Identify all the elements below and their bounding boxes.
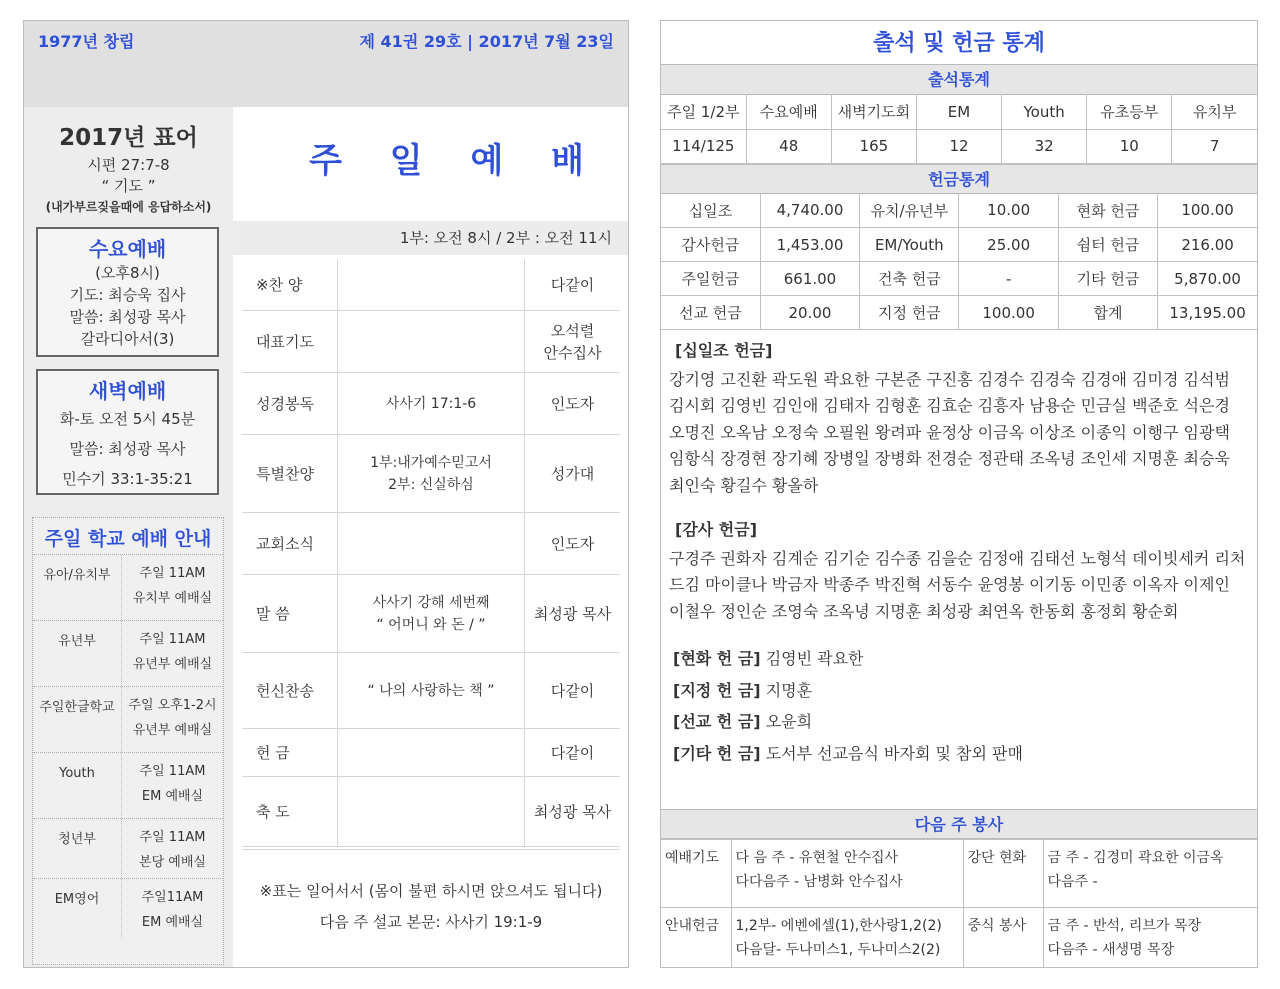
sunday-school-row <box>33 752 223 818</box>
other-gift-names: 지명훈 <box>765 680 813 700</box>
sunday-school-guide <box>32 517 224 965</box>
offering-category: 합계 <box>1058 296 1157 330</box>
order-item: 성경봉독 <box>256 395 314 413</box>
offering-amount: 13,195.00 <box>1158 296 1257 330</box>
wednesday-line: 말씀: 최성광 목사 <box>69 308 186 326</box>
sunday-school-time: 주일 오후1-2시 <box>128 698 217 713</box>
other-gift-line <box>673 706 1249 738</box>
sunday-school-row <box>33 554 223 620</box>
duty-detail: 금 주 - 김경미 곽요한 이금옥 다음주 - <box>1043 840 1257 908</box>
order-item: 특별찬양 <box>256 465 314 483</box>
other-gift-label: [현화 헌 금] <box>673 649 761 668</box>
attendance-header: 유초등부 <box>1087 95 1172 129</box>
offering-amount: 100.00 <box>959 296 1058 330</box>
offering-category: EM/Youth <box>860 228 959 262</box>
duty-label: 안내헌금 <box>661 908 731 969</box>
attendance-header: 유치부 <box>1172 95 1257 129</box>
year-motto <box>24 119 233 215</box>
sunday-school-dept: 청년부 <box>58 832 96 847</box>
sunday-school-row <box>33 620 223 686</box>
order-content <box>337 729 525 776</box>
wednesday-line: 갈라디아서(3) <box>80 330 175 348</box>
order-leader: 다같이 <box>550 275 595 294</box>
other-gift-line <box>673 675 1249 707</box>
other-gift-label: [기타 헌 금] <box>673 743 761 763</box>
dawn-line: 민수기 33:1-35:21 <box>62 470 193 488</box>
offering-row <box>661 194 1257 228</box>
tithe-names: 강기영 고진환 곽도원 곽요한 구본준 구진홍 김경수 김경숙 김경애 김미경 김석범 김시회 김영빈 김인애 김태자 김형훈 김효순 김흥자 남용순 민금실 백준호 석은경 오명진 오옥남 오정숙 오필원 왕려파 윤정상 이금옥 이상조 이종익 이행구 임광택 임항식 장경현 장기혜 장병일 장병화 전경순 정관태 조옥녕 조인세 지명훈 최승욱 최인숙 황길수 황올하 <box>669 369 1230 495</box>
sunday-school-dept: Youth <box>59 766 95 781</box>
offering-category: 현화 헌금 <box>1058 194 1157 228</box>
statistics-page <box>660 20 1258 968</box>
motto-title: 2017년 표어 <box>59 125 198 151</box>
offering-amount: - <box>959 262 1058 296</box>
duty-label: 중식 봉사 <box>963 908 1043 969</box>
attendance-value: 48 <box>746 129 831 163</box>
sunday-school-schedule <box>121 555 223 620</box>
offering-amount: 1,453.00 <box>760 228 859 262</box>
offering-amount: 216.00 <box>1158 228 1257 262</box>
offering-category: 선교 헌금 <box>661 296 760 330</box>
issue-info: 제 41권 29호 | 2017년 7월 23일 <box>359 32 614 51</box>
offering-category: 십일조 <box>661 194 760 228</box>
duty-label: 강단 현화 <box>963 840 1043 908</box>
thanks-header: [감사 헌금] <box>675 520 758 539</box>
sunday-school-schedule <box>121 753 223 818</box>
attendance-header: EM <box>916 95 1001 129</box>
order-leader: 다같이 <box>550 743 595 762</box>
next-week-service <box>661 809 1257 968</box>
order-content: 사사기 강해 세번째 “ 어머니 와 돈 / ” <box>337 575 525 652</box>
offering-row <box>661 296 1257 330</box>
attendance-header: 주일 1/2부 <box>661 95 746 129</box>
duty-detail: 1,2부- 에벤에셀(1),한사랑1,2(2) 다음달- 두나미스1, 두나미스2(2) <box>731 908 963 969</box>
offering-amount: 5,870.00 <box>1158 262 1257 296</box>
sunday-school-schedule <box>121 687 223 752</box>
order-leader: 최성광 목사 <box>533 802 612 821</box>
worship-order-row <box>242 259 620 311</box>
offering-amount: 20.00 <box>760 296 859 330</box>
offering-amount: 100.00 <box>1158 194 1257 228</box>
order-content: 1부:내가예수믿고서 2부: 신실하심 <box>337 435 525 512</box>
dawn-title: 새벽예배 <box>88 379 167 403</box>
sunday-school-place: 유년부 예배실 <box>132 657 213 672</box>
order-item: 말 씀 <box>256 605 290 623</box>
dawn-line: 말씀: 최성광 목사 <box>69 440 186 458</box>
other-gift-names: 도서부 선교음식 바자회 및 참외 판매 <box>765 743 1023 763</box>
order-item: ※찬 양 <box>256 276 303 294</box>
bulletin-header <box>24 21 628 107</box>
order-leader: 인도자 <box>550 534 595 553</box>
offering-category: 건축 헌금 <box>860 262 959 296</box>
offering-amount: 10.00 <box>959 194 1058 228</box>
dawn-service-box <box>36 369 219 495</box>
wednesday-title: 수요예배 <box>88 237 167 261</box>
other-gift-line <box>673 738 1249 770</box>
sunday-school-time: 주일 11AM <box>139 830 206 845</box>
next-week-row <box>661 908 1257 969</box>
offering-amount: 4,740.00 <box>760 194 859 228</box>
worship-order-row <box>242 513 620 575</box>
attendance-table <box>661 95 1257 164</box>
offering-category: 지정 헌금 <box>860 296 959 330</box>
motto-verse: 시편 27:7-8 <box>87 156 170 174</box>
order-item: 헌신찬송 <box>256 682 314 700</box>
attendance-value: 10 <box>1087 129 1172 163</box>
attendance-value: 12 <box>916 129 1001 163</box>
order-content: “ 나의 사랑하는 책 ” <box>337 653 525 728</box>
sunday-school-time: 주일 11AM <box>139 566 206 581</box>
attendance-title: 출석통계 <box>661 65 1257 95</box>
order-content <box>337 777 525 846</box>
sunday-school-row <box>33 818 223 878</box>
next-week-table <box>661 839 1257 968</box>
sidebar <box>24 107 233 968</box>
wednesday-line: (오후8시) <box>95 264 160 282</box>
order-item: 대표기도 <box>256 333 314 351</box>
attendance-header: Youth <box>1002 95 1087 129</box>
sunday-school-row <box>33 686 223 752</box>
sunday-school-dept: 유아/유치부 <box>43 568 111 583</box>
sunday-school-list <box>33 554 223 938</box>
motto-phrase: (내가부르짖을때에 응답하소서) <box>45 200 212 214</box>
offering-category: 감사헌금 <box>661 228 760 262</box>
tithe-header: [십일조 헌금] <box>675 341 773 360</box>
order-item: 헌 금 <box>256 744 290 762</box>
other-gift-line <box>673 643 1249 675</box>
order-content <box>337 311 525 372</box>
sunday-school-place: 유년부 예배실 <box>132 723 213 738</box>
sunday-school-time: 주일 11AM <box>139 764 206 779</box>
other-gift-label: [지정 헌 금] <box>673 680 761 700</box>
order-leader: 인도자 <box>550 394 595 413</box>
order-content <box>337 513 525 574</box>
wednesday-service-box <box>36 227 219 357</box>
sunday-school-schedule <box>121 621 223 686</box>
sunday-school-place: EM 예배실 <box>141 915 204 930</box>
standing-notice: ※표는 일어서서 (몸이 불편 하시면 앉으셔도 됩니다) <box>259 882 603 900</box>
duty-label: 예배기도 <box>661 840 731 908</box>
service-title: 주 일 예 배 <box>309 141 602 181</box>
order-leader: 최성광 목사 <box>533 604 612 623</box>
order-of-worship <box>242 259 620 847</box>
sunday-school-time: 주일11AM <box>141 890 204 905</box>
sunday-school-time: 주일 11AM <box>139 632 206 647</box>
dawn-line: 화-토 오전 5시 45분 <box>59 410 196 428</box>
order-content: 사사기 17:1-6 <box>337 373 525 434</box>
sunday-school-row <box>33 878 223 938</box>
attendance-value: 165 <box>831 129 916 163</box>
statistics-title: 출석 및 헌금 통계 <box>661 21 1257 65</box>
offering-table <box>661 194 1257 331</box>
giving-list <box>661 330 1257 801</box>
offering-category: 기타 헌금 <box>1058 262 1157 296</box>
offering-amount: 25.00 <box>959 228 1058 262</box>
sunday-school-place: 본당 예배실 <box>139 855 206 870</box>
worship-order-row <box>242 435 620 513</box>
next-week-title: 다음 주 봉사 <box>661 809 1257 839</box>
sunday-school-dept: 유년부 <box>58 634 96 649</box>
worship-order-row <box>242 311 620 373</box>
offering-amount: 661.00 <box>760 262 859 296</box>
worship-order-row <box>242 575 620 653</box>
sunday-school-place: 유치부 예배실 <box>132 591 213 606</box>
order-item: 교회소식 <box>256 535 314 553</box>
attendance-value: 7 <box>1172 129 1257 163</box>
attendance-value-row <box>661 129 1257 163</box>
sunday-school-place: EM 예배실 <box>141 789 204 804</box>
sunday-school-dept: EM영어 <box>54 892 100 907</box>
attendance-header-row <box>661 95 1257 129</box>
order-leader: 성가대 <box>550 464 595 483</box>
other-gift-names: 김영빈 곽요한 <box>765 649 864 668</box>
other-gift-names: 오윤희 <box>765 712 813 731</box>
sunday-school-dept: 주일한글학교 <box>39 700 115 715</box>
offering-category: 주일헌금 <box>661 262 760 296</box>
wednesday-line: 기도: 최승욱 집사 <box>69 286 186 304</box>
attendance-header: 새벽기도회 <box>831 95 916 129</box>
order-item: 축 도 <box>256 803 290 821</box>
sunday-school-title: 주일 학교 예배 안내 <box>44 528 212 550</box>
bulletin-cover-page <box>23 20 629 968</box>
motto-quote: “ 기도 ” <box>101 177 156 195</box>
worship-order-row <box>242 729 620 777</box>
order-content <box>337 259 525 310</box>
duty-detail: 다 음 주 - 유현철 안수집사 다다음주 - 남병화 안수집사 <box>731 840 963 908</box>
other-gifts <box>669 643 1249 769</box>
service-title-area <box>233 107 628 221</box>
service-time: 1부: 오전 8시 / 2부 : 오전 11시 <box>233 221 628 255</box>
notice-area <box>242 849 620 965</box>
sunday-school-schedule <box>121 879 223 938</box>
thanks-names: 구경주 권화자 김계순 김기순 김수종 김을순 김정애 김태선 노형석 데이빗세커 리처드김 마이클나 박금자 박종주 박진혁 서동수 윤영봉 이기동 이민종 이옥자 이제인 이철우 정인순 조영숙 조옥녕 지명훈 최성광 최연옥 한동회 홍정회 황순회 <box>669 548 1246 621</box>
offering-title: 헌금통계 <box>661 164 1257 194</box>
worship-order-row <box>242 373 620 435</box>
worship-order-row <box>242 653 620 729</box>
attendance-value: 114/125 <box>661 129 746 163</box>
worship-order-row <box>242 777 620 847</box>
next-sermon-text: 다음 주 설교 본문: 사사기 19:1-9 <box>319 913 543 931</box>
offering-row <box>661 262 1257 296</box>
offering-row <box>661 228 1257 262</box>
established-year: 1977년 창립 <box>38 32 135 51</box>
next-week-row <box>661 840 1257 908</box>
offering-category: 유치/유년부 <box>860 194 959 228</box>
order-leader: 다같이 <box>550 681 595 700</box>
other-gift-label: [선교 헌 금] <box>673 712 761 731</box>
duty-detail: 금 주 - 반석, 리브가 목장 다음주 - 새생명 목장 <box>1043 908 1257 969</box>
attendance-value: 32 <box>1002 129 1087 163</box>
order-leader: 오석렬 안수집사 <box>543 321 602 362</box>
offering-category: 쉼터 헌금 <box>1058 228 1157 262</box>
attendance-header: 수요예배 <box>746 95 831 129</box>
sunday-school-schedule <box>121 819 223 878</box>
